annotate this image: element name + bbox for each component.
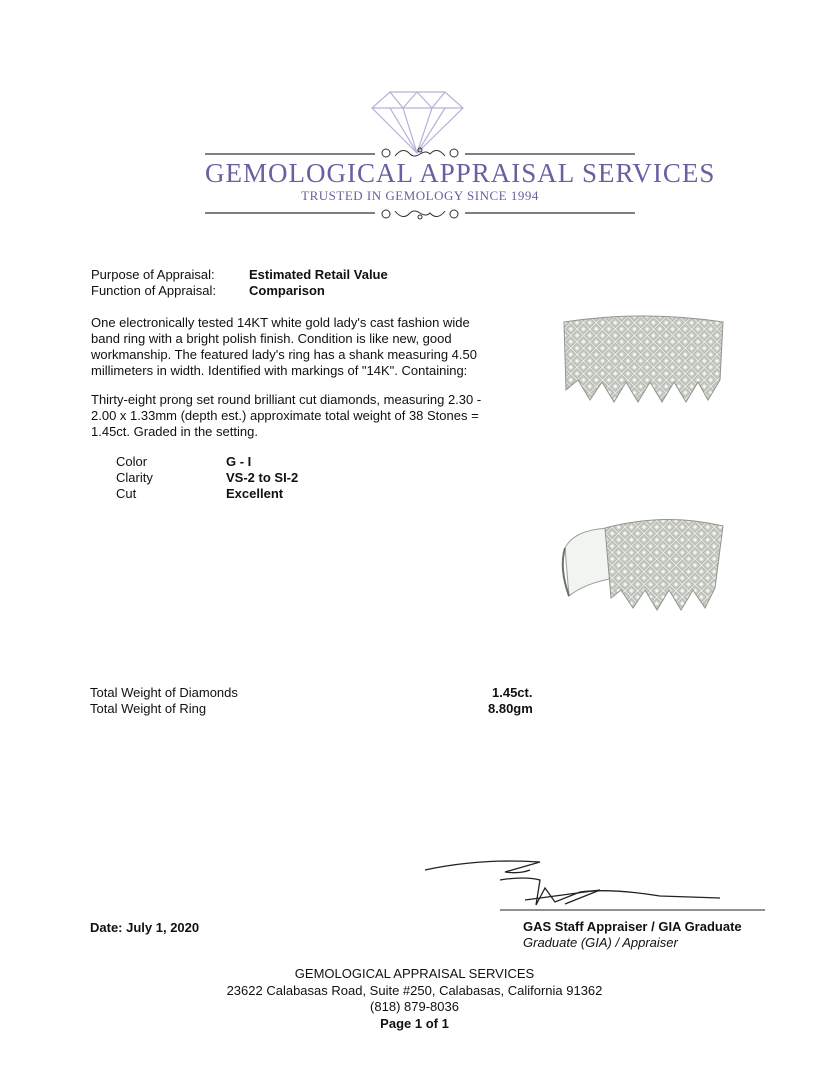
- page-number: Page 1 of 1: [380, 1016, 449, 1031]
- footer-company: GEMOLOGICAL APPRAISAL SERVICES: [294, 966, 535, 981]
- grade-label-color: Color: [116, 454, 148, 469]
- purpose-value: Estimated Retail Value: [249, 267, 388, 282]
- grade-label-clarity: Clarity: [116, 470, 153, 485]
- footer-address: 23622 Calabasas Road, Suite #250, Calabasas, California 91362: [226, 983, 603, 998]
- function-value: Comparison: [249, 283, 325, 298]
- total-weight-ring-value: 8.80gm: [488, 701, 533, 716]
- diamond-description: Thirty-eight prong set round brilliant cut diamonds, measuring 2.30 - 2.00 x 1.33mm (depth est.) approximate total weight of 38 Stones = 1.45ct. Graded in the setting.: [91, 392, 482, 439]
- ring-side-photo: [555, 508, 730, 618]
- appraisal-date: Date: July 1, 2020: [90, 920, 200, 935]
- footer-phone: (818) 879-8036: [370, 999, 459, 1014]
- grade-value-clarity: VS-2 to SI-2: [226, 470, 299, 485]
- ring-front-photo: [558, 310, 728, 405]
- company-logo-title: GEMOLOGICAL APPRAISAL SERVICES: [205, 158, 716, 188]
- purpose-label: Purpose of Appraisal:: [91, 267, 215, 282]
- bottom-ornament-divider: [205, 203, 635, 223]
- total-weight-diamonds-value: 1.45ct.: [492, 685, 533, 700]
- grade-value-color: G - I: [226, 454, 252, 469]
- grade-value-cut: Excellent: [226, 486, 284, 501]
- grade-label-cut: Cut: [116, 486, 137, 501]
- total-weight-ring-label: Total Weight of Ring: [90, 701, 207, 716]
- appraiser-subtitle: Graduate (GIA) / Appraiser: [523, 935, 678, 950]
- appraiser-title: GAS Staff Appraiser / GIA Graduate: [523, 919, 742, 934]
- total-weight-diamonds-label: Total Weight of Diamonds: [90, 685, 238, 700]
- ring-description: One electronically tested 14KT white gold lady's cast fashion wide band ring with a bright polish finish. Condition is like new, good workmanship. The featured lady's ring has a shank measuring 4.50 millimeters in width. Identified with markings of "14K". Containing:: [91, 315, 477, 378]
- company-tagline: TRUSTED IN GEMOLOGY SINCE 1994: [301, 188, 539, 203]
- function-label: Function of Appraisal:: [91, 283, 217, 298]
- appraiser-signature: [420, 850, 765, 915]
